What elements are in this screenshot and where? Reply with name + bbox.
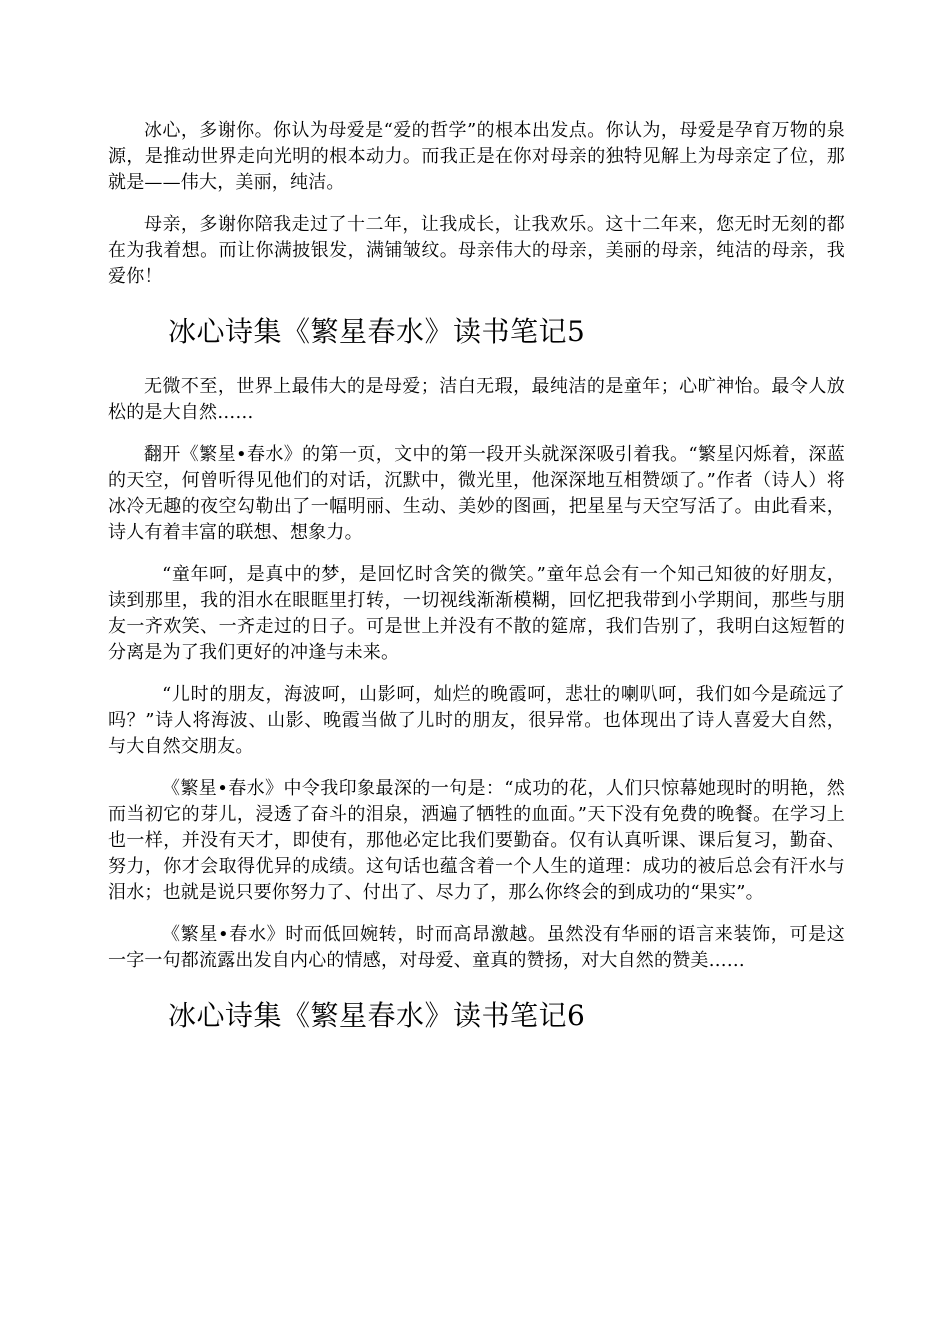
paragraph: “儿时的朋友，海波呵，山影呵，灿烂的晚霞呵，悲壮的喇叭呵，我们如今是疏远了吗？”诗人将海波、山影、晚霞当做了儿时的朋友，很异常。也体现出了诗人喜爱大自然，与大自然交朋友。 [108,684,845,757]
section-heading: 冰心诗集《繁星春水》读书笔记6 [168,999,586,1032]
paragraph: 翻开《繁星•春水》的第一页，文中的第一段开头就深深吸引着我。“繁星闪烁着，深蓝的天空，何曾听得见他们的对话，沉默中，微光里，他深深地互相赞颂了。”作者（诗人）将冰冷无趣的夜空勾勒出了一幅明丽、生动、美妙的图画，把星星与天空写活了。由此看来，诗人有着丰富的联想、想象力。 [108,444,845,543]
paragraph: 《繁星•春水》中令我印象最深的一句是：“成功的花，人们只惊幕她现时的明艳，然而当初它的芽儿，浸透了奋斗的泪泉，洒遍了牺牲的血面。”天下没有免费的晚餐。在学习上也一样，并没有天才，即使有，那他必定比我们要勤奋。仅有认真听课、课后复习，勤奋、努力，你才会取得优异的成绩。这句话也蕴含着一个人生的道理：成功的被后总会有汗水与泪水；也就是说只要你努力了、付出了、尽力了，那么你终会的到成功的“果实”。 [108,778,845,903]
paragraph: 冰心，多谢你。你认为母爱是“爱的哲学”的根本出发点。你认为，母爱是孕育万物的泉源，是推动世界走向光明的根本动力。而我正是在你对母亲的独特见解上为母亲定了位，那就是——伟大，美丽，纯洁。 [108,120,845,193]
document-body [108,118,845,1036]
paragraph: “童年呵，是真中的梦，是回忆时含笑的微笑。”童年总会有一个知己知彼的好朋友，读到那里，我的泪水在眼眶里打转，一切视线渐渐模糊，回忆把我带到小学期间，那些与朋友一齐欢笑、一齐走过的日子。可是世上并没有不散的筵席，我们告别了，我明白这短暂的分离是为了我们更好的冲逢与未来。 [108,564,845,663]
paragraph: 《繁星•春水》时而低回婉转，时而高昂激越。虽然没有华丽的语言来装饰，可是这一字一句都流露出发自内心的情感，对母爱、童真的赞扬，对大自然的赞美…… [108,924,845,971]
paragraph: 无微不至，世界上最伟大的是母爱；洁白无瑕，最纯洁的是童年；心旷神怡。最令人放松的是大自然…… [108,376,845,423]
section-heading: 冰心诗集《繁星春水》读书笔记5 [168,315,586,348]
paragraph: 母亲，多谢你陪我走过了十二年，让我成长，让我欢乐。这十二年来，您无时无刻的都在为我着想。而让你满披银发，满铺皱纹。母亲伟大的母亲，美丽的母亲，纯洁的母亲，我爱你！ [108,214,845,287]
